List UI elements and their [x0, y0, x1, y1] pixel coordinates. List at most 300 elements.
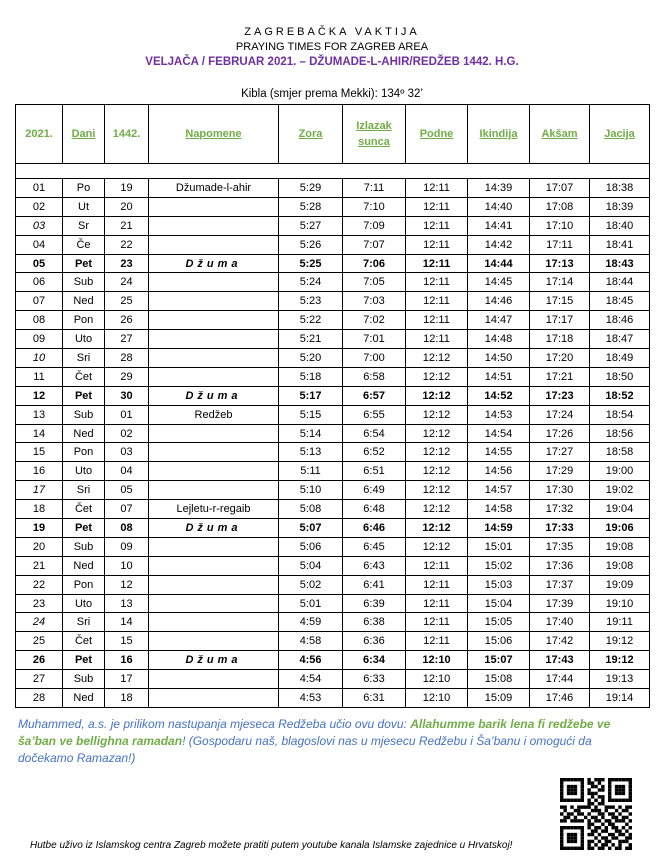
cell-note — [149, 613, 279, 632]
cell-izlazak: 6:51 — [343, 462, 406, 481]
cell-izlazak: 6:31 — [343, 689, 406, 708]
cell-podne: 12:11 — [406, 632, 468, 651]
cell-aksam: 17:18 — [530, 330, 590, 349]
table-row — [16, 405, 650, 424]
cell-zora: 4:54 — [279, 670, 343, 689]
cell-ikindija: 14:41 — [468, 216, 530, 235]
dua-text: Allahumme barik lena fi redžebe ve ša’ban ve bellighna ramadan — [18, 717, 611, 748]
cell-podne: 12:10 — [406, 670, 468, 689]
cell-ikindija: 14:57 — [468, 481, 530, 500]
cell-h: 16 — [105, 651, 149, 670]
cell-h: 12 — [105, 575, 149, 594]
cell-d: 23 — [16, 594, 63, 613]
cell-zora: 5:29 — [279, 179, 343, 198]
cell-h: 29 — [105, 367, 149, 386]
cell-day: Uto — [63, 462, 105, 481]
cell-zora: 5:01 — [279, 594, 343, 613]
cell-d: 26 — [16, 651, 63, 670]
cell-podne: 12:11 — [406, 216, 468, 235]
cell-h: 22 — [105, 235, 149, 254]
cell-jacija: 19:04 — [590, 500, 650, 519]
cell-jacija: 18:43 — [590, 254, 650, 273]
cell-d: 10 — [16, 349, 63, 368]
table-row — [16, 632, 650, 651]
cell-d: 20 — [16, 537, 63, 556]
cell-aksam: 17:35 — [530, 537, 590, 556]
cell-aksam: 17:20 — [530, 349, 590, 368]
prayer-times-table — [15, 104, 650, 708]
cell-zora: 5:23 — [279, 292, 343, 311]
qr-code[interactable] — [560, 778, 632, 850]
cell-ikindija: 14:39 — [468, 179, 530, 198]
cell-izlazak: 7:10 — [343, 197, 406, 216]
table-row — [16, 556, 650, 575]
cell-h: 21 — [105, 216, 149, 235]
cell-day: Čet — [63, 500, 105, 519]
cell-h: 24 — [105, 273, 149, 292]
cell-zora: 4:58 — [279, 632, 343, 651]
dua-note — [18, 716, 648, 767]
table-row — [16, 500, 650, 519]
cell-zora: 5:06 — [279, 537, 343, 556]
cell-izlazak: 7:00 — [343, 349, 406, 368]
cell-aksam: 17:43 — [530, 651, 590, 670]
cell-podne: 12:11 — [406, 235, 468, 254]
cell-podne: 12:11 — [406, 311, 468, 330]
cell-ikindija: 14:50 — [468, 349, 530, 368]
cell-podne: 12:11 — [406, 556, 468, 575]
table-row — [16, 594, 650, 613]
cell-podne: 12:12 — [406, 500, 468, 519]
cell-izlazak: 6:54 — [343, 424, 406, 443]
vaktija-subtitle: PRAYING TIMES FOR ZAGREB AREA — [235, 41, 429, 53]
cell-day: Čet — [63, 367, 105, 386]
table-row — [16, 613, 650, 632]
table-row — [16, 179, 650, 198]
cell-jacija: 18:44 — [590, 273, 650, 292]
cell-ikindija: 14:51 — [468, 367, 530, 386]
cell-d: 15 — [16, 443, 63, 462]
table-row — [16, 235, 650, 254]
cell-day: Uto — [63, 594, 105, 613]
cell-podne: 12:11 — [406, 613, 468, 632]
cell-note — [149, 556, 279, 575]
cell-note — [149, 349, 279, 368]
cell-ikindija: 14:53 — [468, 405, 530, 424]
cell-podne: 12:12 — [406, 424, 468, 443]
cell-zora: 5:20 — [279, 349, 343, 368]
cell-day: Ned — [63, 689, 105, 708]
cell-note — [149, 216, 279, 235]
cell-h: 27 — [105, 330, 149, 349]
cell-zora: 5:15 — [279, 405, 343, 424]
cell-podne: 12:12 — [406, 405, 468, 424]
cell-zora: 5:18 — [279, 367, 343, 386]
cell-zora: 5:02 — [279, 575, 343, 594]
cell-izlazak: 7:01 — [343, 330, 406, 349]
cell-day: Sub — [63, 670, 105, 689]
cell-aksam: 17:10 — [530, 216, 590, 235]
cell-ikindija: 15:01 — [468, 537, 530, 556]
column-header: Dani — [63, 105, 105, 164]
cell-jacija: 18:58 — [590, 443, 650, 462]
cell-d: 03 — [16, 216, 63, 235]
cell-h: 02 — [105, 424, 149, 443]
cell-izlazak: 7:11 — [343, 179, 406, 198]
cell-d: 24 — [16, 613, 63, 632]
cell-h: 20 — [105, 197, 149, 216]
cell-note — [149, 481, 279, 500]
cell-jacija: 18:38 — [590, 179, 650, 198]
cell-ikindija: 14:56 — [468, 462, 530, 481]
cell-d: 07 — [16, 292, 63, 311]
cell-izlazak: 6:38 — [343, 613, 406, 632]
cell-aksam: 17:37 — [530, 575, 590, 594]
cell-aksam: 17:33 — [530, 519, 590, 538]
cell-podne: 12:11 — [406, 292, 468, 311]
cell-zora: 5:10 — [279, 481, 343, 500]
cell-note — [149, 235, 279, 254]
cell-d: 27 — [16, 670, 63, 689]
cell-day: Pet — [63, 254, 105, 273]
cell-h: 26 — [105, 311, 149, 330]
cell-note: Lejletu-r-regaib — [149, 500, 279, 519]
cell-izlazak: 7:09 — [343, 216, 406, 235]
table-row — [16, 349, 650, 368]
cell-ikindija: 15:03 — [468, 575, 530, 594]
cell-note — [149, 292, 279, 311]
cell-izlazak: 6:45 — [343, 537, 406, 556]
cell-note — [149, 443, 279, 462]
cell-jacija: 18:56 — [590, 424, 650, 443]
cell-h: 03 — [105, 443, 149, 462]
cell-zora: 5:08 — [279, 500, 343, 519]
table-row — [16, 216, 650, 235]
table-row — [16, 424, 650, 443]
cell-note: Džuma — [149, 519, 279, 538]
cell-day: Pon — [63, 311, 105, 330]
cell-aksam: 17:36 — [530, 556, 590, 575]
table-row — [16, 670, 650, 689]
cell-zora: 5:14 — [279, 424, 343, 443]
cell-note — [149, 424, 279, 443]
cell-day: Pet — [63, 386, 105, 405]
cell-jacija: 19:06 — [590, 519, 650, 538]
cell-day: Pon — [63, 575, 105, 594]
cell-aksam: 17:42 — [530, 632, 590, 651]
table-row — [16, 481, 650, 500]
cell-jacija: 19:12 — [590, 632, 650, 651]
cell-d: 12 — [16, 386, 63, 405]
cell-zora: 4:53 — [279, 689, 343, 708]
cell-day: Sub — [63, 405, 105, 424]
cell-izlazak: 6:55 — [343, 405, 406, 424]
cell-ikindija: 15:07 — [468, 651, 530, 670]
cell-day: Uto — [63, 330, 105, 349]
cell-podne: 12:12 — [406, 519, 468, 538]
cell-h: 08 — [105, 519, 149, 538]
cell-aksam: 17:46 — [530, 689, 590, 708]
cell-aksam: 17:17 — [530, 311, 590, 330]
cell-jacija: 18:41 — [590, 235, 650, 254]
cell-zora: 5:28 — [279, 197, 343, 216]
cell-aksam: 17:11 — [530, 235, 590, 254]
cell-podne: 12:11 — [406, 575, 468, 594]
cell-h: 04 — [105, 462, 149, 481]
cell-zora: 5:13 — [279, 443, 343, 462]
cell-day: Čet — [63, 632, 105, 651]
cell-izlazak: 6:34 — [343, 651, 406, 670]
column-header: Podne — [406, 105, 468, 164]
column-header: Jacija — [590, 105, 650, 164]
cell-izlazak: 6:58 — [343, 367, 406, 386]
cell-ikindija: 14:46 — [468, 292, 530, 311]
cell-jacija: 19:02 — [590, 481, 650, 500]
cell-d: 16 — [16, 462, 63, 481]
cell-aksam: 17:26 — [530, 424, 590, 443]
cell-izlazak: 6:46 — [343, 519, 406, 538]
table-row — [16, 443, 650, 462]
cell-jacija: 19:08 — [590, 537, 650, 556]
cell-d: 01 — [16, 179, 63, 198]
cell-aksam: 17:32 — [530, 500, 590, 519]
cell-aksam: 17:44 — [530, 670, 590, 689]
cell-podne: 12:11 — [406, 330, 468, 349]
cell-note: Džuma — [149, 386, 279, 405]
cell-ikindija: 14:58 — [468, 500, 530, 519]
cell-day: Ut — [63, 197, 105, 216]
cell-ikindija: 14:55 — [468, 443, 530, 462]
table-row — [16, 273, 650, 292]
cell-jacija: 18:40 — [590, 216, 650, 235]
column-header: Akšam — [530, 105, 590, 164]
cell-note — [149, 689, 279, 708]
cell-d: 08 — [16, 311, 63, 330]
table-row — [16, 197, 650, 216]
cell-note: Džuma — [149, 254, 279, 273]
cell-day: Sri — [63, 481, 105, 500]
cell-h: 23 — [105, 254, 149, 273]
cell-jacija: 19:00 — [590, 462, 650, 481]
cell-h: 13 — [105, 594, 149, 613]
cell-h: 07 — [105, 500, 149, 519]
cell-podne: 12:12 — [406, 367, 468, 386]
cell-day: Pon — [63, 443, 105, 462]
cell-zora: 5:04 — [279, 556, 343, 575]
cell-ikindija: 15:02 — [468, 556, 530, 575]
cell-day: Pet — [63, 651, 105, 670]
cell-zora: 4:59 — [279, 613, 343, 632]
cell-aksam: 17:21 — [530, 367, 590, 386]
cell-note — [149, 537, 279, 556]
cell-day: Sri — [63, 349, 105, 368]
cell-jacija: 18:45 — [590, 292, 650, 311]
cell-zora: 5:24 — [279, 273, 343, 292]
cell-d: 22 — [16, 575, 63, 594]
cell-jacija: 18:50 — [590, 367, 650, 386]
cell-h: 18 — [105, 689, 149, 708]
cell-ikindija: 14:47 — [468, 311, 530, 330]
cell-day: Pet — [63, 519, 105, 538]
cell-note — [149, 367, 279, 386]
cell-h: 05 — [105, 481, 149, 500]
cell-jacija: 19:12 — [590, 651, 650, 670]
cell-ikindija: 15:06 — [468, 632, 530, 651]
cell-zora: 5:11 — [279, 462, 343, 481]
cell-izlazak: 6:33 — [343, 670, 406, 689]
cell-h: 14 — [105, 613, 149, 632]
cell-day: Sub — [63, 273, 105, 292]
cell-day: Po — [63, 179, 105, 198]
column-header: Zora — [279, 105, 343, 164]
cell-h: 10 — [105, 556, 149, 575]
kibla-direction: Kibla (smjer prema Mekki): 134º 32’ — [241, 88, 423, 100]
cell-aksam: 17:29 — [530, 462, 590, 481]
cell-izlazak: 6:39 — [343, 594, 406, 613]
cell-izlazak: 6:41 — [343, 575, 406, 594]
cell-zora: 5:21 — [279, 330, 343, 349]
cell-note — [149, 462, 279, 481]
cell-note — [149, 330, 279, 349]
cell-d: 11 — [16, 367, 63, 386]
cell-note — [149, 197, 279, 216]
cell-d: 02 — [16, 197, 63, 216]
cell-aksam: 17:07 — [530, 179, 590, 198]
cell-izlazak: 7:07 — [343, 235, 406, 254]
cell-izlazak: 6:48 — [343, 500, 406, 519]
cell-d: 18 — [16, 500, 63, 519]
cell-jacija: 18:47 — [590, 330, 650, 349]
cell-izlazak: 6:36 — [343, 632, 406, 651]
cell-note — [149, 311, 279, 330]
cell-izlazak: 6:52 — [343, 443, 406, 462]
cell-ikindija: 14:54 — [468, 424, 530, 443]
cell-d: 09 — [16, 330, 63, 349]
cell-ikindija: 14:59 — [468, 519, 530, 538]
cell-jacija: 19:13 — [590, 670, 650, 689]
cell-d: 21 — [16, 556, 63, 575]
cell-podne: 12:12 — [406, 462, 468, 481]
cell-aksam: 17:39 — [530, 594, 590, 613]
cell-podne: 12:11 — [406, 273, 468, 292]
cell-jacija: 18:39 — [590, 197, 650, 216]
cell-ikindija: 15:04 — [468, 594, 530, 613]
cell-podne: 12:12 — [406, 537, 468, 556]
cell-zora: 5:25 — [279, 254, 343, 273]
cell-day: Sri — [63, 613, 105, 632]
cell-izlazak: 7:02 — [343, 311, 406, 330]
cell-jacija: 18:52 — [590, 386, 650, 405]
cell-ikindija: 14:40 — [468, 197, 530, 216]
cell-zora: 5:22 — [279, 311, 343, 330]
cell-aksam: 17:24 — [530, 405, 590, 424]
cell-jacija: 18:54 — [590, 405, 650, 424]
cell-ikindija: 15:05 — [468, 613, 530, 632]
cell-ikindija: 15:08 — [468, 670, 530, 689]
cell-h: 28 — [105, 349, 149, 368]
column-header: Izlazak sunca — [343, 105, 406, 164]
dua-intro: Muhammed, a.s. je prilikom nastupanja mjeseca Redžeba učio ovu dovu: — [18, 717, 411, 731]
cell-izlazak: 7:05 — [343, 273, 406, 292]
cell-izlazak: 6:49 — [343, 481, 406, 500]
cell-zora: 5:27 — [279, 216, 343, 235]
cell-jacija: 19:09 — [590, 575, 650, 594]
table-row — [16, 651, 650, 670]
cell-note: Redžeb — [149, 405, 279, 424]
youtube-note: Hutbe uživo iz Islamskog centra Zagreb možete pratiti putem youtube kanala Islamske zajednice u Hrvatskoj! — [30, 840, 513, 851]
cell-podne: 12:10 — [406, 651, 468, 670]
cell-jacija: 19:08 — [590, 556, 650, 575]
cell-aksam: 17:08 — [530, 197, 590, 216]
cell-day: Ned — [63, 556, 105, 575]
cell-note — [149, 632, 279, 651]
cell-d: 13 — [16, 405, 63, 424]
cell-h: 15 — [105, 632, 149, 651]
cell-aksam: 17:30 — [530, 481, 590, 500]
cell-podne: 12:11 — [406, 254, 468, 273]
cell-d: 17 — [16, 481, 63, 500]
cell-podne: 12:10 — [406, 689, 468, 708]
cell-d: 19 — [16, 519, 63, 538]
cell-podne: 12:12 — [406, 443, 468, 462]
cell-d: 28 — [16, 689, 63, 708]
cell-note — [149, 594, 279, 613]
cell-h: 19 — [105, 179, 149, 198]
spacer-row — [16, 164, 650, 179]
cell-d: 14 — [16, 424, 63, 443]
cell-note: Džumade-l-ahir — [149, 179, 279, 198]
cell-izlazak: 6:43 — [343, 556, 406, 575]
cell-d: 06 — [16, 273, 63, 292]
cell-zora: 5:07 — [279, 519, 343, 538]
table-body — [16, 164, 650, 708]
cell-h: 09 — [105, 537, 149, 556]
table-row — [16, 254, 650, 273]
cell-h: 01 — [105, 405, 149, 424]
dua-translation: ! (Gospodaru naš, blagoslovi nas u mjesecu Redžebu i Ša’banu i omogući da dočekamo Ramazan!) — [18, 734, 592, 765]
cell-note — [149, 575, 279, 594]
table-row — [16, 575, 650, 594]
cell-d: 25 — [16, 632, 63, 651]
cell-note: Džuma — [149, 651, 279, 670]
cell-d: 05 — [16, 254, 63, 273]
cell-h: 25 — [105, 292, 149, 311]
table-row — [16, 519, 650, 538]
cell-d: 04 — [16, 235, 63, 254]
cell-podne: 12:12 — [406, 386, 468, 405]
cell-day: Sr — [63, 216, 105, 235]
cell-izlazak: 7:03 — [343, 292, 406, 311]
table-row — [16, 386, 650, 405]
cell-podne: 12:11 — [406, 179, 468, 198]
cell-jacija: 19:11 — [590, 613, 650, 632]
month-line: VELJAČA / FEBRUAR 2021. – DŽUMADE-L-AHIR/REDŽEB 1442. H.G. — [145, 56, 519, 68]
table-row — [16, 311, 650, 330]
cell-podne: 12:12 — [406, 481, 468, 500]
cell-aksam: 17:14 — [530, 273, 590, 292]
cell-podne: 12:11 — [406, 594, 468, 613]
table-header-row — [16, 105, 650, 164]
column-header: Ikindija — [468, 105, 530, 164]
cell-h: 30 — [105, 386, 149, 405]
cell-day: Če — [63, 235, 105, 254]
cell-day: Ned — [63, 292, 105, 311]
cell-day: Sub — [63, 537, 105, 556]
cell-aksam: 17:27 — [530, 443, 590, 462]
cell-izlazak: 7:06 — [343, 254, 406, 273]
cell-aksam: 17:13 — [530, 254, 590, 273]
cell-ikindija: 14:44 — [468, 254, 530, 273]
